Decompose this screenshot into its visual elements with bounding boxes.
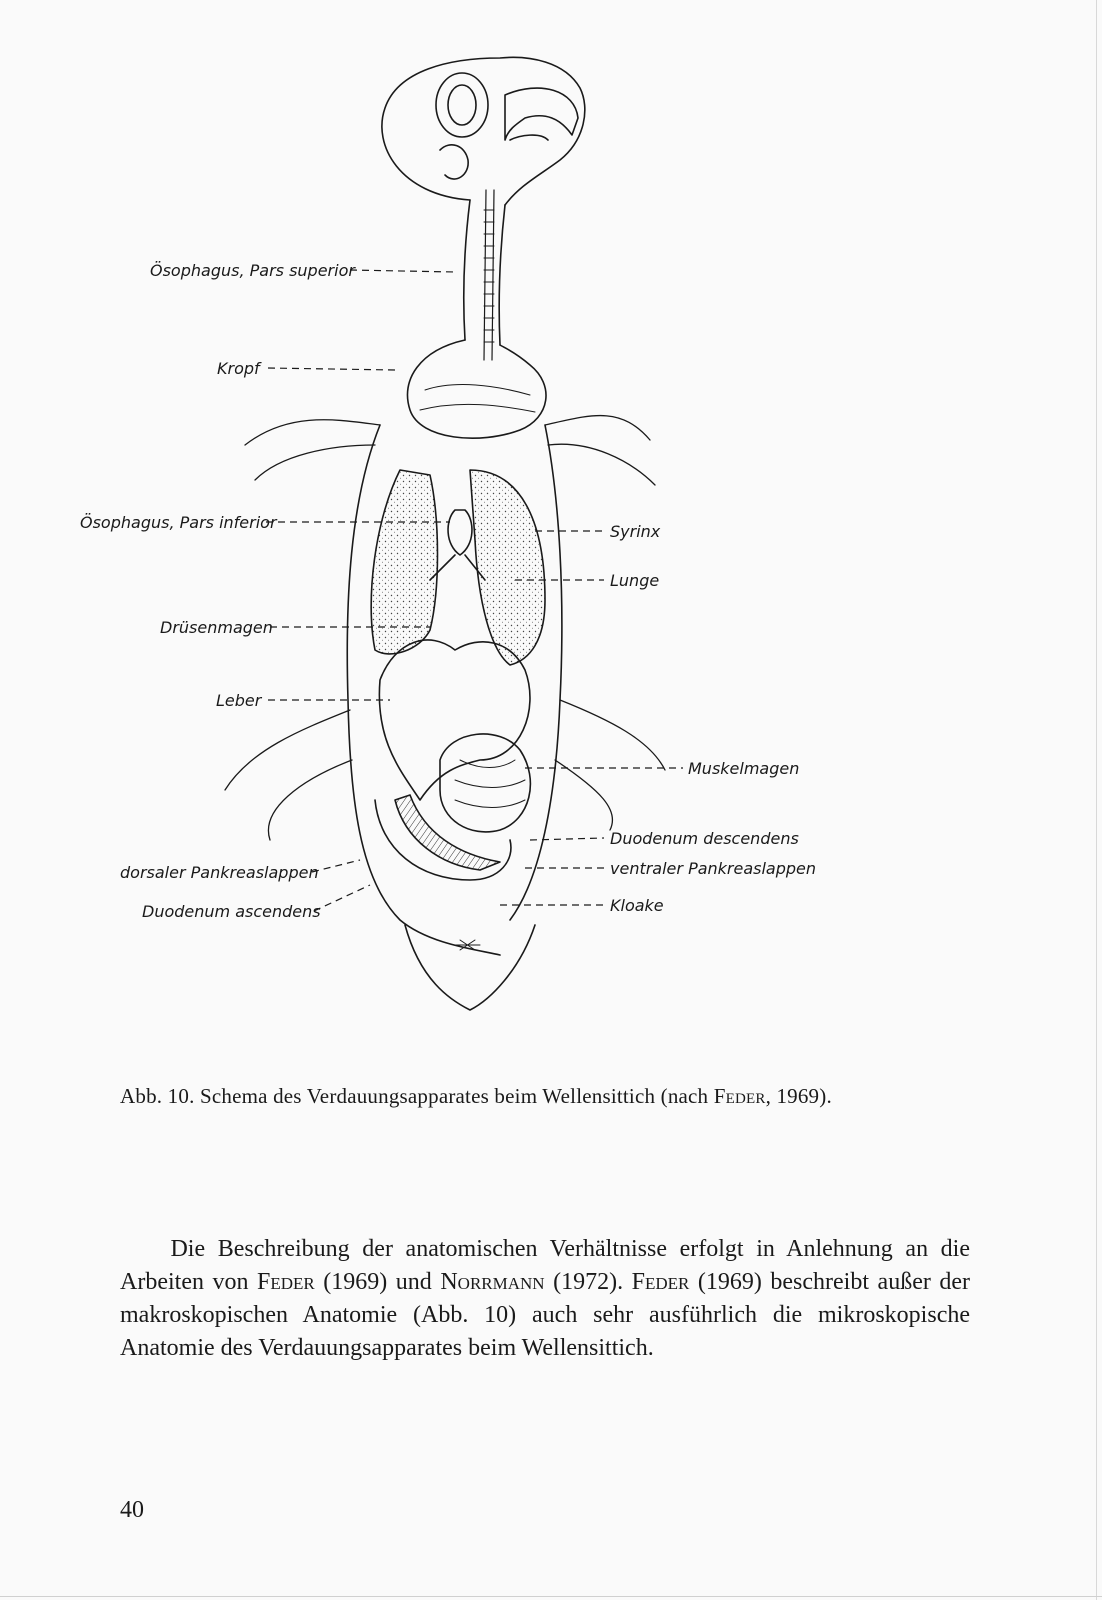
label-muskelmagen: Muskelmagen — [688, 759, 800, 778]
label-ventraler-pankreaslappen: ventraler Pankreaslappen — [610, 859, 817, 878]
wing-left-upper — [245, 420, 380, 480]
body-paragraph — [120, 1233, 970, 1365]
label-druesenmagen: Drüsenmagen — [160, 618, 273, 637]
figure-caption — [120, 1082, 970, 1111]
body-text-4: (1969) beschreibt außer der makroskopischen Anatomie (Abb. 10) auch sehr ausführlich die mikroskopische Anatomie des Verdauungsapparates beim Wellensittich. — [120, 1269, 971, 1361]
label-oesophagus-inferior: Ösophagus, Pars inferior — [80, 513, 277, 532]
label-kropf: Kropf — [217, 359, 260, 378]
label-syrinx: Syrinx — [610, 522, 661, 541]
lung-left — [371, 470, 437, 654]
cloaca — [405, 925, 535, 1010]
label-lunge: Lunge — [610, 571, 660, 590]
caption-author: Feder — [713, 1084, 766, 1108]
body-text-3: (1972). — [544, 1269, 632, 1295]
body-text-2: (1969) und — [314, 1269, 441, 1295]
eye-orbit — [436, 73, 488, 137]
author-norrmann: Norrmann — [440, 1269, 545, 1295]
caption-suffix: , 1969). — [765, 1084, 832, 1108]
body-text-1: Die Beschreibung der anatomischen Verhältnisse erfolgt in Anlehnung an die Arbeiten von — [120, 1236, 970, 1295]
leader-lines — [266, 270, 683, 911]
label-kloake: Kloake — [610, 896, 664, 915]
lung-right — [470, 470, 545, 665]
liver — [379, 640, 530, 800]
trachea — [484, 190, 494, 360]
label-oesophagus-superior: Ösophagus, Pars superior — [150, 261, 355, 280]
label-leber: Leber — [216, 691, 262, 710]
label-duodenum-descendens: Duodenum descendens — [610, 829, 799, 848]
label-duodenum-ascendens: Duodenum ascendens — [142, 902, 321, 921]
page-number: 40 — [120, 1497, 144, 1523]
syrinx — [448, 510, 472, 555]
beak — [505, 88, 578, 140]
author-feder-2: Feder — [631, 1269, 690, 1295]
head-outline — [382, 57, 585, 205]
wing-left-lower — [225, 710, 352, 840]
page-edge-bottom — [0, 1596, 1102, 1597]
caption-text: Abb. 10. Schema des Verdauungsapparates beim Wellensittich (nach — [120, 1084, 714, 1108]
wing-right-lower — [555, 700, 665, 830]
author-feder: Feder — [257, 1269, 315, 1295]
wing-right-upper — [545, 416, 655, 485]
label-dorsaler-pankreaslappen: dorsaler Pankreaslappen — [120, 863, 319, 882]
